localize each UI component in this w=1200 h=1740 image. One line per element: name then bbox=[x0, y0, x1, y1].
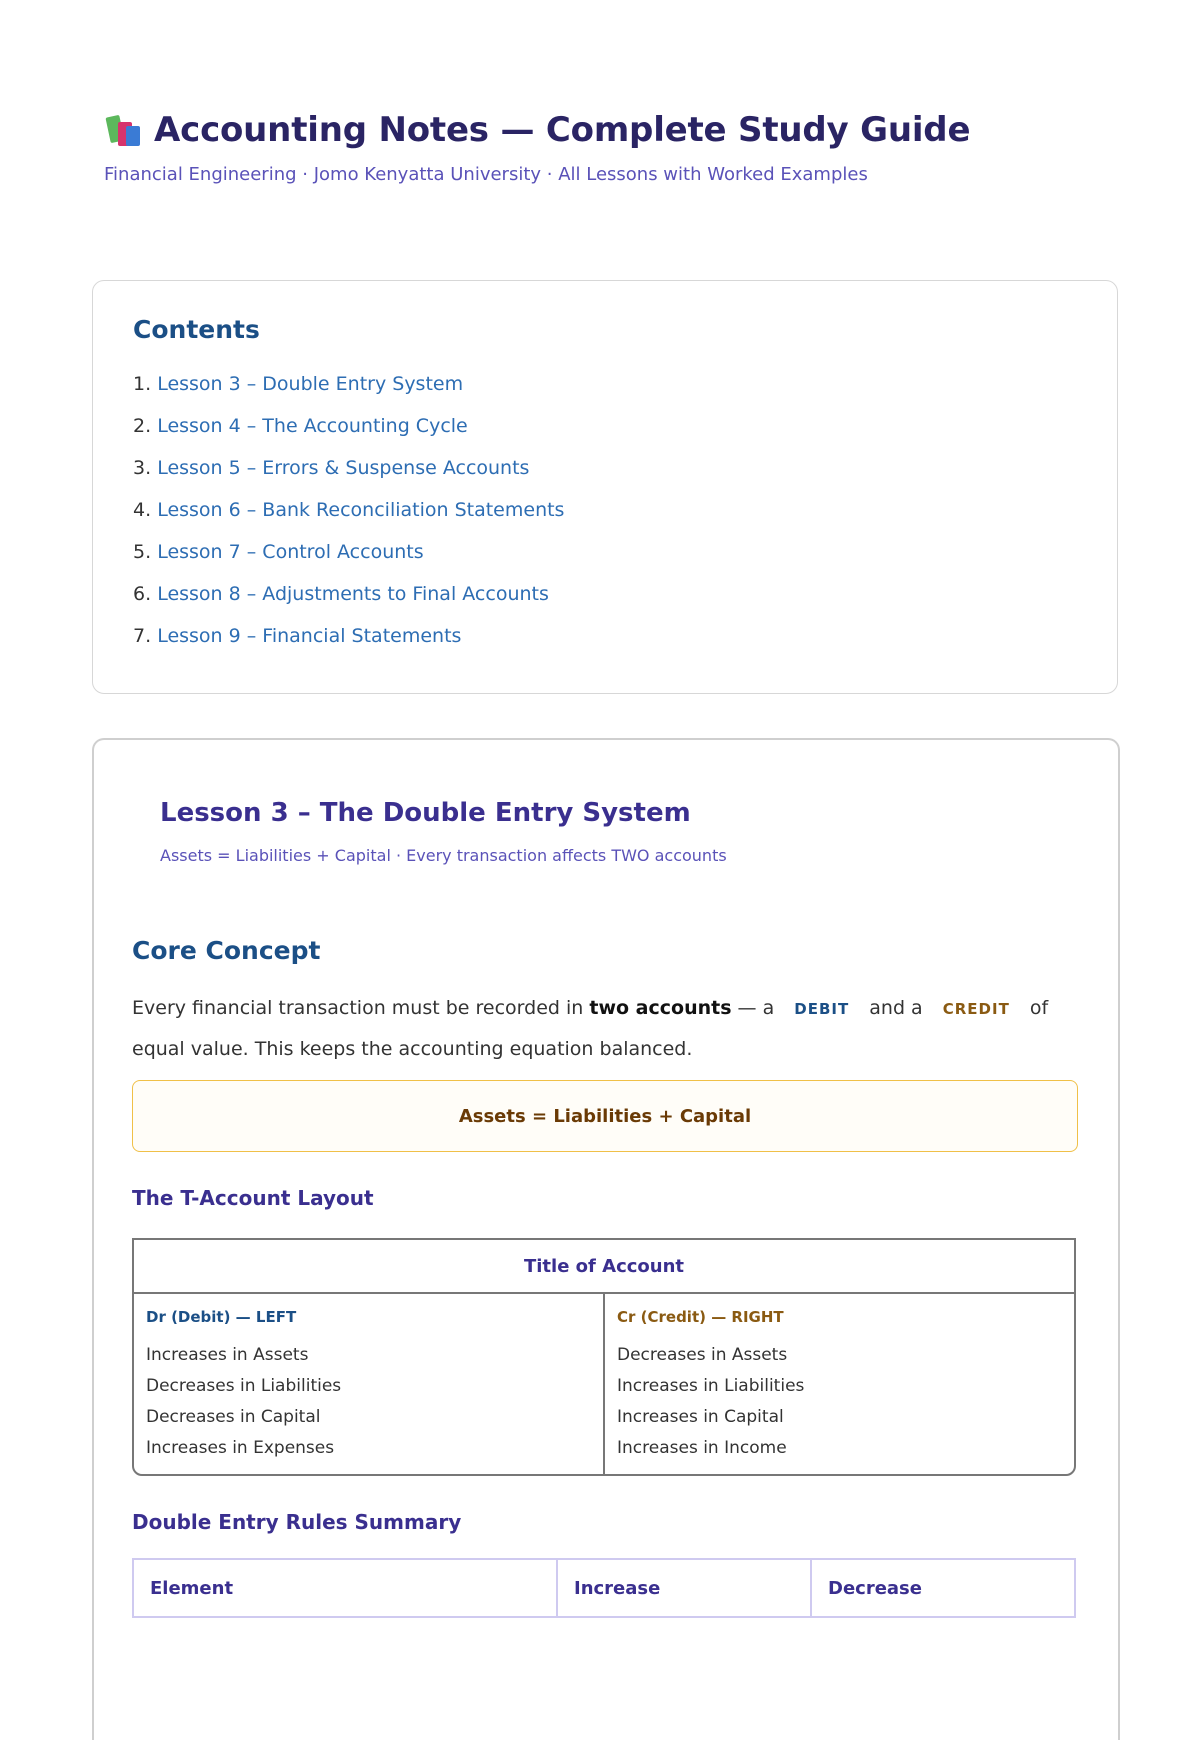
toc-item bbox=[133, 495, 564, 537]
lesson-3-card bbox=[92, 738, 1120, 1740]
page-title: Accounting Notes — Complete Study Guide bbox=[154, 110, 971, 150]
toc-number: 7. bbox=[133, 625, 152, 647]
credit-column bbox=[605, 1294, 1074, 1476]
credit-tag: CREDIT bbox=[942, 1000, 1010, 1018]
toc-link-lesson-4[interactable]: Lesson 4 – The Accounting Cycle bbox=[157, 415, 468, 437]
books-icon bbox=[104, 110, 144, 150]
toc-item bbox=[133, 621, 564, 663]
lesson-title: Lesson 3 – The Double Entry System bbox=[160, 798, 691, 828]
toc-item bbox=[133, 453, 564, 495]
title-row bbox=[104, 110, 1104, 150]
debit-item: Decreases in Capital bbox=[146, 1407, 321, 1427]
toc-number: 5. bbox=[133, 541, 152, 563]
toc-link-lesson-7[interactable]: Lesson 7 – Control Accounts bbox=[157, 541, 424, 563]
para-text: — a bbox=[731, 997, 781, 1019]
credit-column-heading: Cr (Credit) — RIGHT bbox=[617, 1308, 784, 1326]
t-account-columns bbox=[134, 1294, 1074, 1476]
toc-number: 4. bbox=[133, 499, 152, 521]
credit-item: Increases in Income bbox=[617, 1438, 787, 1458]
core-concept-paragraph bbox=[132, 988, 1078, 1069]
toc-link-lesson-8[interactable]: Lesson 8 – Adjustments to Final Accounts bbox=[157, 583, 549, 605]
debit-column-heading: Dr (Debit) — LEFT bbox=[146, 1308, 297, 1326]
toc-item bbox=[133, 537, 564, 579]
contents-list bbox=[133, 369, 564, 663]
table-header-element: Element bbox=[150, 1577, 234, 1599]
para-text: Every financial transaction must be recorded in bbox=[132, 997, 590, 1019]
debit-column bbox=[134, 1294, 605, 1476]
toc-number: 6. bbox=[133, 583, 152, 605]
core-concept-heading: Core Concept bbox=[132, 936, 321, 965]
debit-item: Increases in Expenses bbox=[146, 1438, 335, 1458]
page-subtitle: Financial Engineering · Jomo Kenyatta University · All Lessons with Worked Examples bbox=[104, 164, 868, 185]
accounting-equation-box: Assets = Liabilities + Capital bbox=[132, 1080, 1078, 1152]
t-account bbox=[132, 1238, 1076, 1476]
toc-item bbox=[133, 579, 564, 621]
toc-item bbox=[133, 369, 564, 411]
toc-number: 2. bbox=[133, 415, 152, 437]
contents-heading: Contents bbox=[133, 315, 260, 344]
credit-item: Decreases in Assets bbox=[617, 1345, 788, 1365]
rules-summary-table bbox=[132, 1558, 1076, 1618]
credit-item: Increases in Capital bbox=[617, 1407, 784, 1427]
debit-tag: DEBIT bbox=[794, 1000, 850, 1018]
toc-link-lesson-3[interactable]: Lesson 3 – Double Entry System bbox=[157, 373, 464, 395]
debit-item: Increases in Assets bbox=[146, 1345, 309, 1365]
t-account-title: Title of Account bbox=[134, 1240, 1074, 1294]
table-header-increase: Increase bbox=[556, 1560, 810, 1616]
toc-number: 1. bbox=[133, 373, 152, 395]
para-text: and a bbox=[863, 997, 929, 1019]
para-bold: two accounts bbox=[589, 997, 732, 1019]
lesson-subtitle: Assets = Liabilities + Capital · Every transaction affects TWO accounts bbox=[160, 846, 727, 865]
rules-summary-heading: Double Entry Rules Summary bbox=[132, 1510, 462, 1534]
table-header-decrease: Decrease bbox=[810, 1560, 1074, 1616]
toc-link-lesson-6[interactable]: Lesson 6 – Bank Reconciliation Statements bbox=[157, 499, 565, 521]
toc-link-lesson-9[interactable]: Lesson 9 – Financial Statements bbox=[157, 625, 462, 647]
t-account-heading: The T-Account Layout bbox=[132, 1186, 374, 1210]
toc-number: 3. bbox=[133, 457, 152, 479]
contents-card bbox=[92, 280, 1118, 694]
debit-item: Decreases in Liabilities bbox=[146, 1376, 342, 1396]
toc-link-lesson-5[interactable]: Lesson 5 – Errors & Suspense Accounts bbox=[157, 457, 530, 479]
page-header bbox=[104, 110, 1104, 185]
toc-item bbox=[133, 411, 564, 453]
para-text: of equal value. This keeps the accounting equation balanced. bbox=[132, 997, 1049, 1060]
credit-item: Increases in Liabilities bbox=[617, 1376, 805, 1396]
